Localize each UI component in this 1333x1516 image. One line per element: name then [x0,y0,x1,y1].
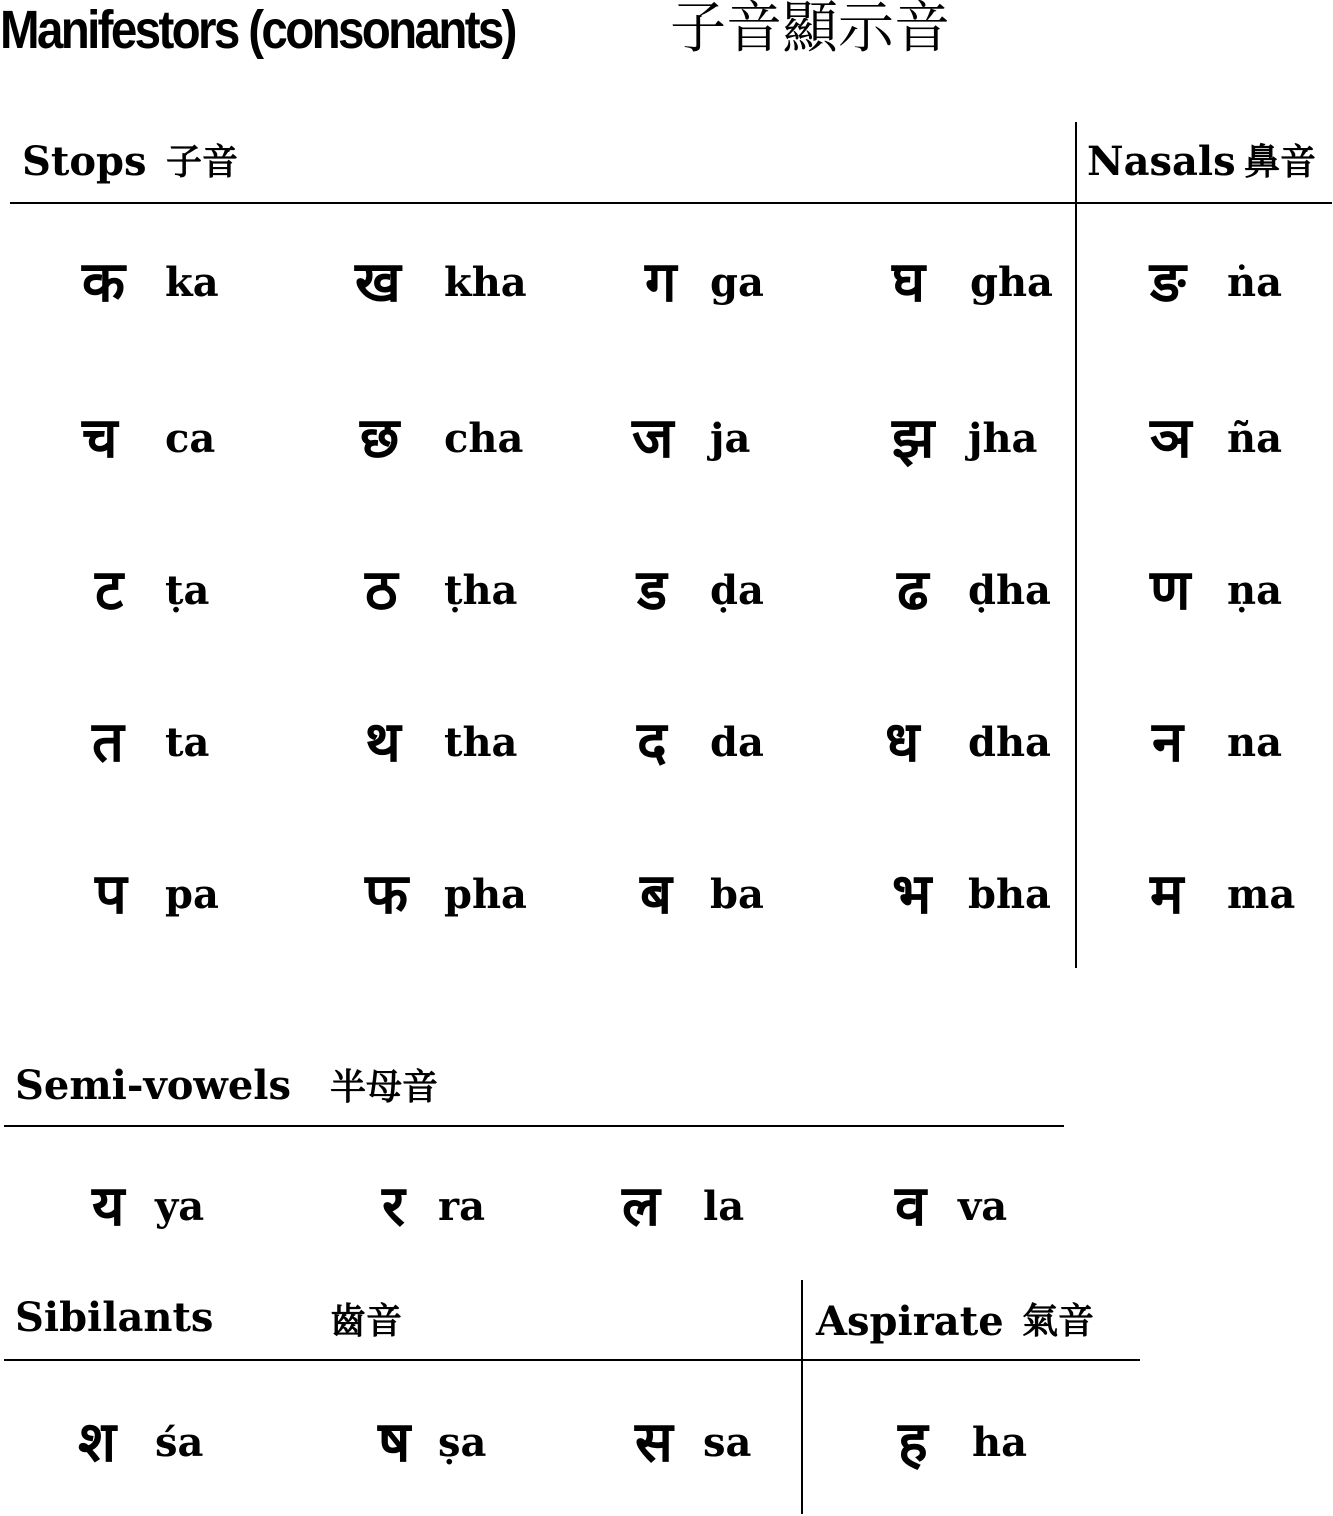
aspirate-roman: ha [972,1419,1027,1466]
stop-glyph: ठ [365,558,398,623]
semivowels-divider [4,1125,1064,1127]
stop-roman: ba [710,871,764,918]
stop-glyph: फ [365,862,409,927]
aspirate-label-cjk: 氣音 [1022,1301,1095,1342]
semivowel-roman: va [958,1183,1008,1230]
page-title-cjk: 子音顯示音 [670,0,950,61]
stop-roman: ḍha [968,567,1051,614]
nasals-label-cjk: 鼻音 [1244,142,1317,183]
semivowel-glyph: य [92,1174,125,1239]
sibilants-label: Sibilants [15,1294,214,1341]
stop-roman: bha [968,871,1051,918]
sibilant-roman: śa [155,1419,204,1466]
stop-glyph: ट [95,558,124,623]
nasal-roman: ña [1227,415,1282,462]
stop-roman: da [710,719,764,766]
semivowel-glyph: र [382,1174,405,1239]
stop-roman: pa [165,871,219,918]
aspirate-glyph: ह [898,1410,928,1475]
stop-glyph: च [82,406,118,471]
stop-glyph: छ [360,406,400,471]
nasals-column-divider [1075,122,1077,968]
stop-roman: ṭha [444,567,518,614]
stop-roman: ṭa [165,567,210,614]
stop-roman: pha [444,871,527,918]
nasal-roman: ma [1227,871,1296,918]
stops-divider [10,202,1332,204]
stop-glyph: ग [645,250,677,315]
stop-glyph: ज [632,406,674,471]
stop-glyph: प [95,862,127,927]
stop-roman: ja [710,415,751,462]
sibilants-label-cjk: 齒音 [330,1301,403,1342]
stop-roman: ga [710,259,764,306]
stop-roman: tha [444,719,518,766]
stop-roman: ca [165,415,216,462]
stop-glyph: भ [892,862,932,927]
nasal-glyph: म [1150,862,1184,927]
stop-roman: cha [444,415,524,462]
stop-glyph: ख [355,250,401,315]
stop-glyph: ब [640,862,672,927]
nasal-glyph: ञ [1150,406,1192,471]
stop-glyph: क [82,250,126,315]
stops-label: Stops [22,138,147,185]
nasal-glyph: ण [1150,558,1191,623]
semivowel-glyph: ल [622,1174,660,1239]
stop-glyph: ढ [897,558,929,623]
stop-roman: gha [970,259,1053,306]
aspirate-column-divider [801,1280,803,1514]
sibilant-glyph: स [635,1410,673,1475]
sibilant-roman: sa [703,1419,752,1466]
stop-glyph: घ [892,250,926,315]
stop-roman: kha [444,259,527,306]
stop-roman: ḍa [710,567,764,614]
stop-roman: dha [968,719,1051,766]
stop-glyph: त [92,710,124,775]
sibilant-glyph: ष [378,1410,411,1475]
sibilant-roman: ṣa [438,1419,487,1466]
semivowels-label-cjk: 半母音 [330,1067,439,1108]
stop-glyph: थ [365,710,401,775]
stops-label-cjk: 子音 [166,142,239,183]
nasals-label: Nasals [1087,138,1236,185]
semivowels-label: Semi-vowels [15,1062,291,1109]
semivowel-roman: ra [438,1183,485,1230]
aspirate-label: Aspirate [816,1298,1004,1345]
sibilants-divider [4,1359,1140,1361]
stop-roman: jha [968,415,1038,462]
nasal-glyph: ङ [1150,250,1186,315]
stop-glyph: ड [637,558,667,623]
page-title: Manifestors (consonants) [0,0,515,60]
stop-glyph: झ [892,406,935,471]
semivowel-roman: la [703,1183,745,1230]
nasal-roman: ṅa [1227,259,1282,306]
sibilant-glyph: श [78,1410,117,1475]
stop-roman: ka [165,259,219,306]
nasal-roman: na [1227,719,1282,766]
stop-glyph: ध [885,710,920,775]
semivowel-roman: ya [155,1183,205,1230]
stop-roman: ta [165,719,210,766]
nasal-glyph: न [1152,710,1184,775]
nasal-roman: ṇa [1227,567,1282,614]
stop-glyph: द [637,710,667,775]
semivowel-glyph: व [895,1174,927,1239]
